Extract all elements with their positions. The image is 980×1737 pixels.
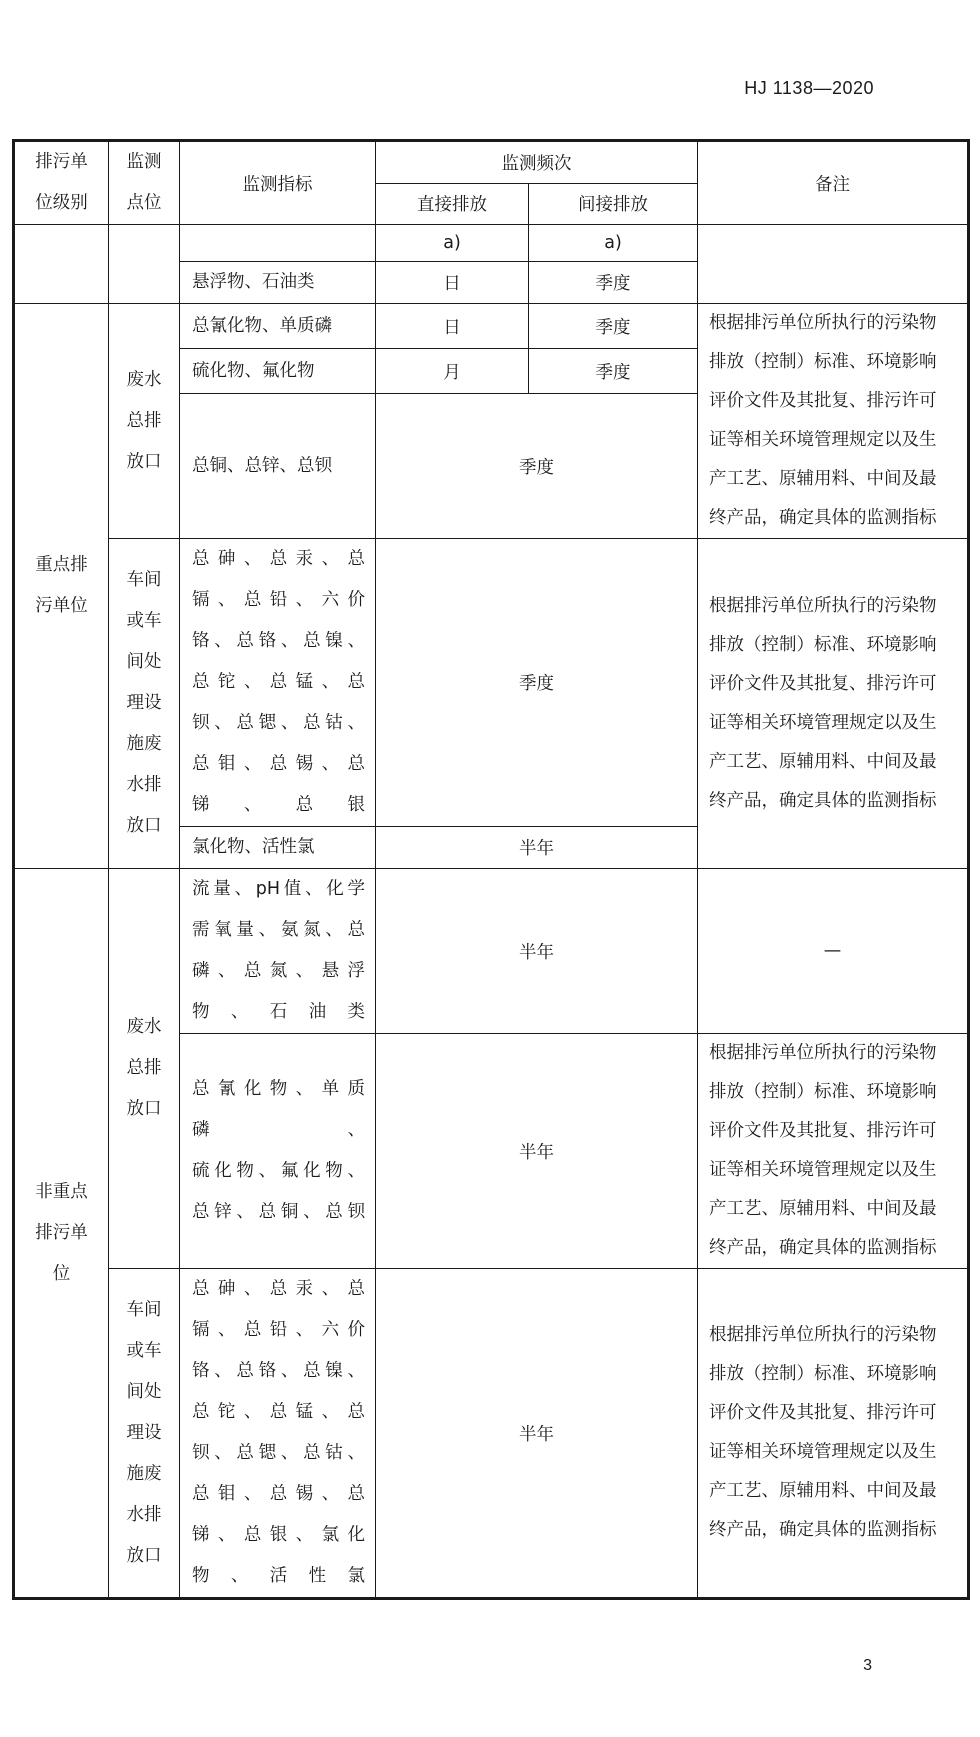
header-indirect: 间接排放 bbox=[529, 183, 698, 224]
non-key-workshop-outlet-point: 车间 或车 间处 理设 施废 水排 放口 bbox=[109, 1269, 180, 1599]
page-number: 3 bbox=[863, 1657, 872, 1674]
continued-level-cell bbox=[14, 225, 109, 304]
header-index: 监测指标 bbox=[180, 141, 376, 225]
key-total-row1-indirect: 季度 bbox=[529, 304, 698, 349]
key-workshop-row2-index: 氯化物、活性氯 bbox=[180, 827, 376, 869]
key-workshop-row2-frequency: 半年 bbox=[376, 827, 698, 869]
continued-index-cell bbox=[180, 225, 376, 262]
key-total-row2-direct: 月 bbox=[376, 349, 529, 394]
non-key-total-row2-index: 总氰化物、单质 磷、 硫化物、氟化物、 总锌、总铜、总钡 bbox=[180, 1034, 376, 1269]
continued-direct: 日 bbox=[376, 262, 529, 304]
non-key-total-row1-index: 流量、pH值、化学 需氧量、氨氮、总 磷、总氮、悬浮 物、石油类 bbox=[180, 869, 376, 1034]
header-level: 排污单 位级别 bbox=[14, 141, 109, 225]
non-key-workshop-row1-frequency: 半年 bbox=[376, 1269, 698, 1599]
header-direct: 直接排放 bbox=[376, 183, 529, 224]
key-workshop-outlet-point: 车间 或车 间处 理设 施废 水排 放口 bbox=[109, 539, 180, 869]
non-key-total-row2-frequency: 半年 bbox=[376, 1034, 698, 1269]
key-total-row2-indirect: 季度 bbox=[529, 349, 698, 394]
continued-note-cell bbox=[698, 225, 969, 304]
header-note: 备注 bbox=[698, 141, 969, 225]
footnote-indirect: a) bbox=[529, 225, 698, 262]
key-total-row1-direct: 日 bbox=[376, 304, 529, 349]
non-key-workshop-row1-index: 总砷、总汞、总 镉、总铅、六价 铬、总铬、总镍、 总铊、总锰、总 钡、总锶、总钴、 总钼、总锡、总 锑、总银、氯化 物、活性氯 bbox=[180, 1269, 376, 1599]
non-key-total-row1-note: — bbox=[698, 869, 969, 1034]
key-total-row2-index: 硫化物、氟化物 bbox=[180, 349, 376, 394]
continued-index: 悬浮物、石油类 bbox=[180, 262, 376, 304]
key-unit-level: 重点排 污单位 bbox=[14, 304, 109, 869]
key-workshop-note: 根据排污单位所执行的污染物 排放（控制）标准、环境影响 评价文件及其批复、排污许可 证等相关环境管理规定以及生 产工艺、原辅用料、中间及最 终产品，确定具体的监测指标 bbox=[698, 539, 969, 869]
header-frequency: 监测频次 bbox=[376, 141, 698, 184]
continued-indirect: 季度 bbox=[529, 262, 698, 304]
key-total-row3-index: 总铜、总锌、总钡 bbox=[180, 394, 376, 539]
key-total-row1-index: 总氰化物、单质磷 bbox=[180, 304, 376, 349]
continued-point-cell bbox=[109, 225, 180, 304]
key-workshop-row1-frequency: 季度 bbox=[376, 539, 698, 827]
non-key-total-row1-frequency: 半年 bbox=[376, 869, 698, 1034]
key-total-note: 根据排污单位所执行的污染物 排放（控制）标准、环境影响 评价文件及其批复、排污许可 证等相关环境管理规定以及生 产工艺、原辅用料、中间及最 终产品，确定具体的监测指标 bbox=[698, 304, 969, 539]
footnote-direct: a) bbox=[376, 225, 529, 262]
standard-code: HJ 1138—2020 bbox=[744, 78, 874, 98]
non-key-total-outlet-point: 废水 总排 放口 bbox=[109, 869, 180, 1269]
non-key-unit-level: 非重点 排污单 位 bbox=[14, 869, 109, 1599]
non-key-workshop-row1-note: 根据排污单位所执行的污染物 排放（控制）标准、环境影响 评价文件及其批复、排污许可 证等相关环境管理规定以及生 产工艺、原辅用料、中间及最 终产品，确定具体的监测指标 bbox=[698, 1269, 969, 1599]
header-point: 监测 点位 bbox=[109, 141, 180, 225]
monitoring-table bbox=[12, 139, 970, 1600]
key-total-outlet-point: 废水 总排 放口 bbox=[109, 304, 180, 539]
key-workshop-row1-index: 总砷、总汞、总 镉、总铅、六价 铬、总铬、总镍、 总铊、总锰、总 钡、总锶、总钴、 总钼、总锡、总 锑、总银 bbox=[180, 539, 376, 827]
key-total-row3-frequency: 季度 bbox=[376, 394, 698, 539]
non-key-total-row2-note: 根据排污单位所执行的污染物 排放（控制）标准、环境影响 评价文件及其批复、排污许可 证等相关环境管理规定以及生 产工艺、原辅用料、中间及最 终产品，确定具体的监测指标 bbox=[698, 1034, 969, 1269]
